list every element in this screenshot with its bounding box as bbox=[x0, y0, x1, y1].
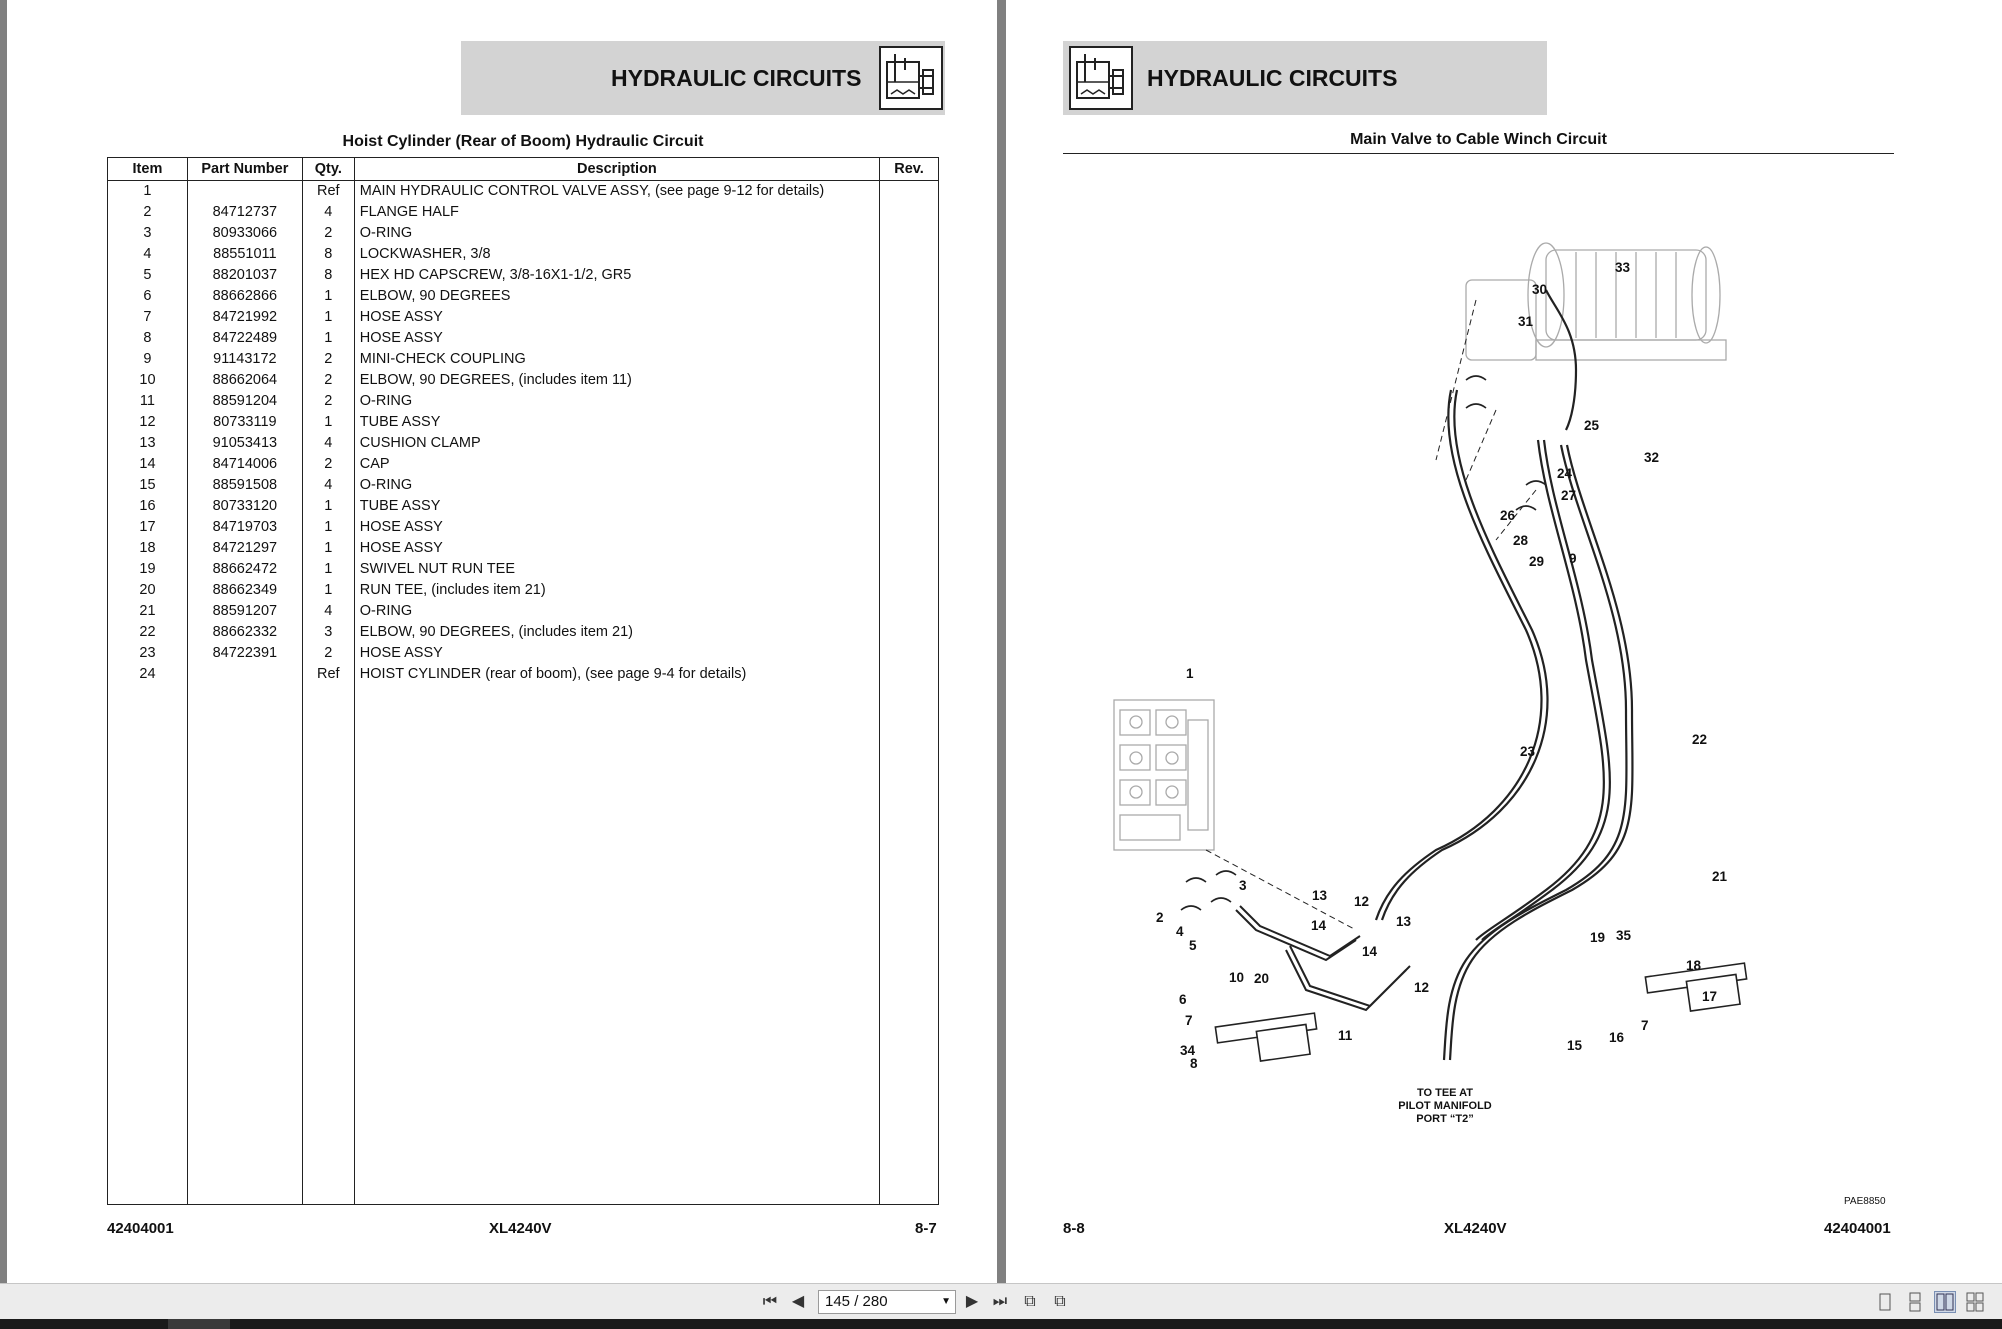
description-cell: ELBOW, 90 DEGREES, (includes item 11) bbox=[354, 370, 879, 391]
flange-halves bbox=[1181, 376, 1546, 910]
table-row bbox=[108, 202, 939, 223]
qty-cell: 1 bbox=[302, 307, 354, 328]
part-number-cell: 84714006 bbox=[187, 454, 302, 475]
part-number-cell: 84721992 bbox=[187, 307, 302, 328]
qty-cell: 1 bbox=[302, 517, 354, 538]
hose-21 bbox=[1444, 445, 1626, 1060]
section-header bbox=[1063, 41, 1547, 115]
rev-cell bbox=[880, 454, 939, 475]
description-cell: CAP bbox=[354, 454, 879, 475]
callout-33: 33 bbox=[1615, 260, 1631, 275]
callout-11: 11 bbox=[1338, 1028, 1353, 1043]
description-cell: TUBE ASSY bbox=[354, 412, 879, 433]
rev-cell bbox=[880, 307, 939, 328]
qty-cell: 4 bbox=[302, 475, 354, 496]
qty-cell: 8 bbox=[302, 244, 354, 265]
svg-text:TO TEE AT: TO TEE AT bbox=[1416, 1087, 1474, 1099]
hydraulic-reservoir-icon bbox=[1069, 46, 1133, 110]
qty-cell: 4 bbox=[302, 202, 354, 223]
callout-34: 34 bbox=[1180, 1043, 1196, 1058]
rev-cell bbox=[880, 202, 939, 223]
callout-9: 9 bbox=[1569, 551, 1577, 566]
footer-model: XL4240V bbox=[489, 1220, 552, 1237]
rev-cell bbox=[880, 412, 939, 433]
description-cell: HOSE ASSY bbox=[354, 517, 879, 538]
taskbar-strip bbox=[0, 1319, 2002, 1329]
rev-cell bbox=[880, 622, 939, 643]
callout-7: 7 bbox=[1185, 1013, 1193, 1028]
table-row bbox=[108, 664, 939, 685]
qty-cell: 2 bbox=[302, 454, 354, 475]
qty-cell: 8 bbox=[302, 265, 354, 286]
description-cell: RUN TEE, (includes item 21) bbox=[354, 580, 879, 601]
svg-text:PILOT MANIFOLD: PILOT MANIFOLD bbox=[1398, 1100, 1492, 1112]
qty-cell: 4 bbox=[302, 433, 354, 454]
qty-cell: Ref bbox=[302, 181, 354, 203]
part-number-cell bbox=[187, 181, 302, 203]
item-cell: 13 bbox=[108, 433, 188, 454]
description-cell: HOSE ASSY bbox=[354, 643, 879, 664]
description-cell: HOSE ASSY bbox=[354, 328, 879, 349]
part-number-cell: 91143172 bbox=[187, 349, 302, 370]
description-cell: HOSE ASSY bbox=[354, 538, 879, 559]
part-number-cell: 80733119 bbox=[187, 412, 302, 433]
callout-26: 26 bbox=[1500, 508, 1516, 523]
footer-model: XL4240V bbox=[1444, 1220, 1507, 1237]
rev-cell bbox=[880, 664, 939, 685]
viewer-toolbar bbox=[0, 1283, 2002, 1319]
callout-35: 35 bbox=[1616, 928, 1632, 943]
description-cell: CUSHION CLAMP bbox=[354, 433, 879, 454]
callout-13b: 13 bbox=[1396, 914, 1412, 929]
title-rule bbox=[1063, 153, 1894, 154]
filler-cell bbox=[302, 685, 354, 1205]
callout-29: 29 bbox=[1529, 554, 1545, 569]
item-cell: 11 bbox=[108, 391, 188, 412]
hydraulic-diagram bbox=[1106, 230, 1906, 1130]
filler-cell bbox=[108, 685, 188, 1205]
part-number-cell: 91053413 bbox=[187, 433, 302, 454]
part-number-cell: 88591204 bbox=[187, 391, 302, 412]
qty-cell: 2 bbox=[302, 223, 354, 244]
rev-cell bbox=[880, 517, 939, 538]
rev-cell bbox=[880, 286, 939, 307]
forward-view-icon[interactable]: ⧉ bbox=[1054, 1293, 1066, 1310]
callout-20: 20 bbox=[1254, 971, 1270, 986]
page-number-input[interactable] bbox=[818, 1290, 956, 1314]
hose-23-outline bbox=[1382, 390, 1548, 920]
item-cell: 15 bbox=[108, 475, 188, 496]
parts-table-body bbox=[108, 181, 939, 1205]
col-item: Item bbox=[108, 158, 188, 181]
part-number-cell: 84722391 bbox=[187, 643, 302, 664]
tube-11 bbox=[1286, 950, 1406, 1010]
table-row bbox=[108, 391, 939, 412]
rev-cell bbox=[880, 643, 939, 664]
item-cell: 20 bbox=[108, 580, 188, 601]
callout-12b: 12 bbox=[1414, 980, 1430, 995]
item-cell: 14 bbox=[108, 454, 188, 475]
rev-cell bbox=[880, 475, 939, 496]
rev-cell bbox=[880, 391, 939, 412]
qty-cell: 2 bbox=[302, 370, 354, 391]
table-row bbox=[108, 181, 939, 203]
footer-doc-number: 42404001 bbox=[107, 1220, 174, 1237]
rev-cell bbox=[880, 181, 939, 203]
callout-13: 13 bbox=[1312, 888, 1328, 903]
table-row bbox=[108, 265, 939, 286]
table-row bbox=[108, 496, 939, 517]
callout-1: 1 bbox=[1186, 666, 1194, 681]
col-qty: Qty. bbox=[302, 158, 354, 181]
qty-cell: 1 bbox=[302, 496, 354, 517]
table-row bbox=[108, 412, 939, 433]
callout-24: 24 bbox=[1557, 466, 1573, 481]
description-cell: LOCKWASHER, 3/8 bbox=[354, 244, 879, 265]
callout-25: 25 bbox=[1584, 418, 1600, 433]
callout-23: 23 bbox=[1520, 744, 1536, 759]
callout-22: 22 bbox=[1692, 732, 1708, 747]
col-part-number: Part Number bbox=[187, 158, 302, 181]
circuit-title: Main Valve to Cable Winch Circuit bbox=[1350, 131, 1607, 148]
page-number-value: 145 / 280 bbox=[825, 1293, 888, 1310]
rev-cell bbox=[880, 433, 939, 454]
table-header-row bbox=[108, 158, 939, 181]
col-description: Description bbox=[354, 158, 879, 181]
description-cell: ELBOW, 90 DEGREES, (includes item 21) bbox=[354, 622, 879, 643]
callout-30: 30 bbox=[1532, 282, 1548, 297]
part-number-cell bbox=[187, 664, 302, 685]
callout-5: 5 bbox=[1189, 938, 1197, 953]
callout-4: 4 bbox=[1176, 924, 1184, 939]
part-number-cell: 80733120 bbox=[187, 496, 302, 517]
table-row bbox=[108, 601, 939, 622]
part-number-cell: 88662332 bbox=[187, 622, 302, 643]
item-cell: 5 bbox=[108, 265, 188, 286]
description-cell: O-RING bbox=[354, 391, 879, 412]
part-number-cell: 84721297 bbox=[187, 538, 302, 559]
rev-cell bbox=[880, 559, 939, 580]
taskbar-tab[interactable] bbox=[168, 1319, 230, 1329]
last-page-icon[interactable]: ⏭ bbox=[992, 1293, 1008, 1310]
item-cell: 17 bbox=[108, 517, 188, 538]
chevron-down-icon[interactable]: ▼ bbox=[941, 1296, 951, 1307]
description-cell: HEX HD CAPSCREW, 3/8-16X1-1/2, GR5 bbox=[354, 265, 879, 286]
table-row bbox=[108, 475, 939, 496]
callout-7b: 7 bbox=[1641, 1018, 1649, 1033]
table-row bbox=[108, 370, 939, 391]
qty-cell: 1 bbox=[302, 328, 354, 349]
item-cell: 12 bbox=[108, 412, 188, 433]
table-row bbox=[108, 286, 939, 307]
col-rev: Rev. bbox=[880, 158, 939, 181]
right-page bbox=[1006, 0, 2002, 1283]
part-number-cell: 88662472 bbox=[187, 559, 302, 580]
continuous-icon[interactable] bbox=[1904, 1291, 1926, 1313]
item-cell: 7 bbox=[108, 307, 188, 328]
footer-page-number: 8-8 bbox=[1063, 1220, 1085, 1237]
item-cell: 19 bbox=[108, 559, 188, 580]
callout-8: 8 bbox=[1190, 1056, 1198, 1071]
table-row bbox=[108, 454, 939, 475]
rev-cell bbox=[880, 538, 939, 559]
left-page bbox=[7, 0, 997, 1283]
rev-cell bbox=[880, 349, 939, 370]
description-cell: O-RING bbox=[354, 223, 879, 244]
description-cell: O-RING bbox=[354, 601, 879, 622]
rev-cell bbox=[880, 370, 939, 391]
callout-28: 28 bbox=[1513, 533, 1529, 548]
item-cell: 10 bbox=[108, 370, 188, 391]
description-cell: TUBE ASSY bbox=[354, 496, 879, 517]
circuit-title: Hoist Cylinder (Rear of Boom) Hydraulic Circuit bbox=[342, 133, 704, 150]
callout-31: 31 bbox=[1518, 314, 1534, 329]
part-number-cell: 88662866 bbox=[187, 286, 302, 307]
part-number-cell: 88662064 bbox=[187, 370, 302, 391]
callout-17: 17 bbox=[1702, 989, 1718, 1004]
table-row bbox=[108, 580, 939, 601]
drawing-id: PAE8850 bbox=[1844, 1196, 1886, 1207]
table-row bbox=[108, 307, 939, 328]
item-cell: 1 bbox=[108, 181, 188, 203]
rev-cell bbox=[880, 265, 939, 286]
part-number-cell: 88201037 bbox=[187, 265, 302, 286]
back-view-icon[interactable]: ⧉ bbox=[1024, 1293, 1036, 1310]
callout-3: 3 bbox=[1239, 878, 1247, 893]
qty-cell: 4 bbox=[302, 601, 354, 622]
table-row bbox=[108, 517, 939, 538]
item-cell: 22 bbox=[108, 622, 188, 643]
callout-15: 15 bbox=[1567, 1038, 1583, 1053]
parts-table bbox=[107, 157, 939, 1205]
item-cell: 2 bbox=[108, 202, 188, 223]
item-cell: 6 bbox=[108, 286, 188, 307]
part-number-cell: 88591207 bbox=[187, 601, 302, 622]
item-cell: 18 bbox=[108, 538, 188, 559]
continuous-facing-icon[interactable] bbox=[1964, 1291, 1986, 1313]
table-row bbox=[108, 622, 939, 643]
description-cell: HOSE ASSY bbox=[354, 307, 879, 328]
qty-cell: 1 bbox=[302, 286, 354, 307]
description-cell: HOIST CYLINDER (rear of boom), (see page 9-4 for details) bbox=[354, 664, 879, 685]
table-row bbox=[108, 559, 939, 580]
item-cell: 3 bbox=[108, 223, 188, 244]
item-cell: 9 bbox=[108, 349, 188, 370]
callout-6: 6 bbox=[1179, 992, 1187, 1007]
callout-21: 21 bbox=[1712, 869, 1728, 884]
pilot-manifold-note bbox=[1398, 1087, 1492, 1125]
footer-page-number: 8-7 bbox=[915, 1220, 937, 1237]
callout-10: 10 bbox=[1229, 970, 1245, 985]
table-row bbox=[108, 328, 939, 349]
qty-cell: 2 bbox=[302, 643, 354, 664]
svg-text:PORT “T2”: PORT “T2” bbox=[1416, 1113, 1474, 1125]
qty-cell: 1 bbox=[302, 559, 354, 580]
filler-cell bbox=[354, 685, 879, 1205]
callout-16: 16 bbox=[1609, 1030, 1625, 1045]
hydraulic-reservoir-icon bbox=[879, 46, 943, 110]
rev-cell bbox=[880, 244, 939, 265]
part-number-cell: 80933066 bbox=[187, 223, 302, 244]
hose-22 bbox=[1476, 440, 1604, 940]
table-row bbox=[108, 244, 939, 265]
part-number-cell: 88551011 bbox=[187, 244, 302, 265]
qty-cell: 1 bbox=[302, 580, 354, 601]
rev-cell bbox=[880, 328, 939, 349]
part-number-cell: 88591508 bbox=[187, 475, 302, 496]
section-title: HYDRAULIC CIRCUITS bbox=[611, 65, 862, 91]
table-row bbox=[108, 538, 939, 559]
filler-cell bbox=[187, 685, 302, 1205]
item-cell: 4 bbox=[108, 244, 188, 265]
description-cell: O-RING bbox=[354, 475, 879, 496]
qty-cell: 1 bbox=[302, 538, 354, 559]
table-row bbox=[108, 349, 939, 370]
qty-cell: 2 bbox=[302, 391, 354, 412]
callout-32: 32 bbox=[1644, 450, 1660, 465]
filler-cell bbox=[880, 685, 939, 1205]
single-page-icon[interactable] bbox=[1874, 1291, 1896, 1313]
section-title: HYDRAULIC CIRCUITS bbox=[1147, 65, 1398, 91]
table-row bbox=[108, 643, 939, 664]
part-number-cell: 84719703 bbox=[187, 517, 302, 538]
callout-2: 2 bbox=[1156, 910, 1164, 925]
prev-page-icon[interactable]: ◀ bbox=[791, 1293, 805, 1310]
qty-cell: 2 bbox=[302, 349, 354, 370]
cable-winch bbox=[1466, 243, 1726, 360]
facing-icon[interactable] bbox=[1934, 1291, 1956, 1313]
qty-cell: Ref bbox=[302, 664, 354, 685]
callout-27: 27 bbox=[1561, 488, 1577, 503]
table-row bbox=[108, 223, 939, 244]
callout-12: 12 bbox=[1354, 894, 1370, 909]
tee-manifolds bbox=[1215, 963, 1746, 1061]
next-page-icon[interactable]: ▶ bbox=[965, 1293, 979, 1310]
description-cell: ELBOW, 90 DEGREES bbox=[354, 286, 879, 307]
qty-cell: 1 bbox=[302, 412, 354, 433]
hose-21-outline bbox=[1450, 445, 1632, 1060]
footer-doc-number: 42404001 bbox=[1824, 1220, 1891, 1237]
description-cell: MINI-CHECK COUPLING bbox=[354, 349, 879, 370]
qty-cell: 3 bbox=[302, 622, 354, 643]
rev-cell bbox=[880, 223, 939, 244]
item-cell: 16 bbox=[108, 496, 188, 517]
part-number-cell: 88662349 bbox=[187, 580, 302, 601]
part-number-cell: 84712737 bbox=[187, 202, 302, 223]
description-cell: MAIN HYDRAULIC CONTROL VALVE ASSY, (see page 9-12 for details) bbox=[354, 181, 879, 203]
description-cell: FLANGE HALF bbox=[354, 202, 879, 223]
part-number-cell: 84722489 bbox=[187, 328, 302, 349]
rev-cell bbox=[880, 601, 939, 622]
main-control-valve bbox=[1114, 700, 1214, 850]
callout-19: 19 bbox=[1590, 930, 1606, 945]
item-cell: 24 bbox=[108, 664, 188, 685]
rev-cell bbox=[880, 496, 939, 517]
section-header bbox=[461, 41, 945, 115]
callout-18: 18 bbox=[1686, 958, 1702, 973]
description-cell: SWIVEL NUT RUN TEE bbox=[354, 559, 879, 580]
item-cell: 8 bbox=[108, 328, 188, 349]
item-cell: 23 bbox=[108, 643, 188, 664]
first-page-icon[interactable]: ⏮ bbox=[762, 1293, 778, 1310]
callout-14: 14 bbox=[1311, 918, 1327, 933]
item-cell: 21 bbox=[108, 601, 188, 622]
tube-10 bbox=[1236, 910, 1356, 960]
table-filler-row bbox=[108, 685, 939, 1205]
callout-14b: 14 bbox=[1362, 944, 1378, 959]
table-row bbox=[108, 433, 939, 454]
rev-cell bbox=[880, 580, 939, 601]
